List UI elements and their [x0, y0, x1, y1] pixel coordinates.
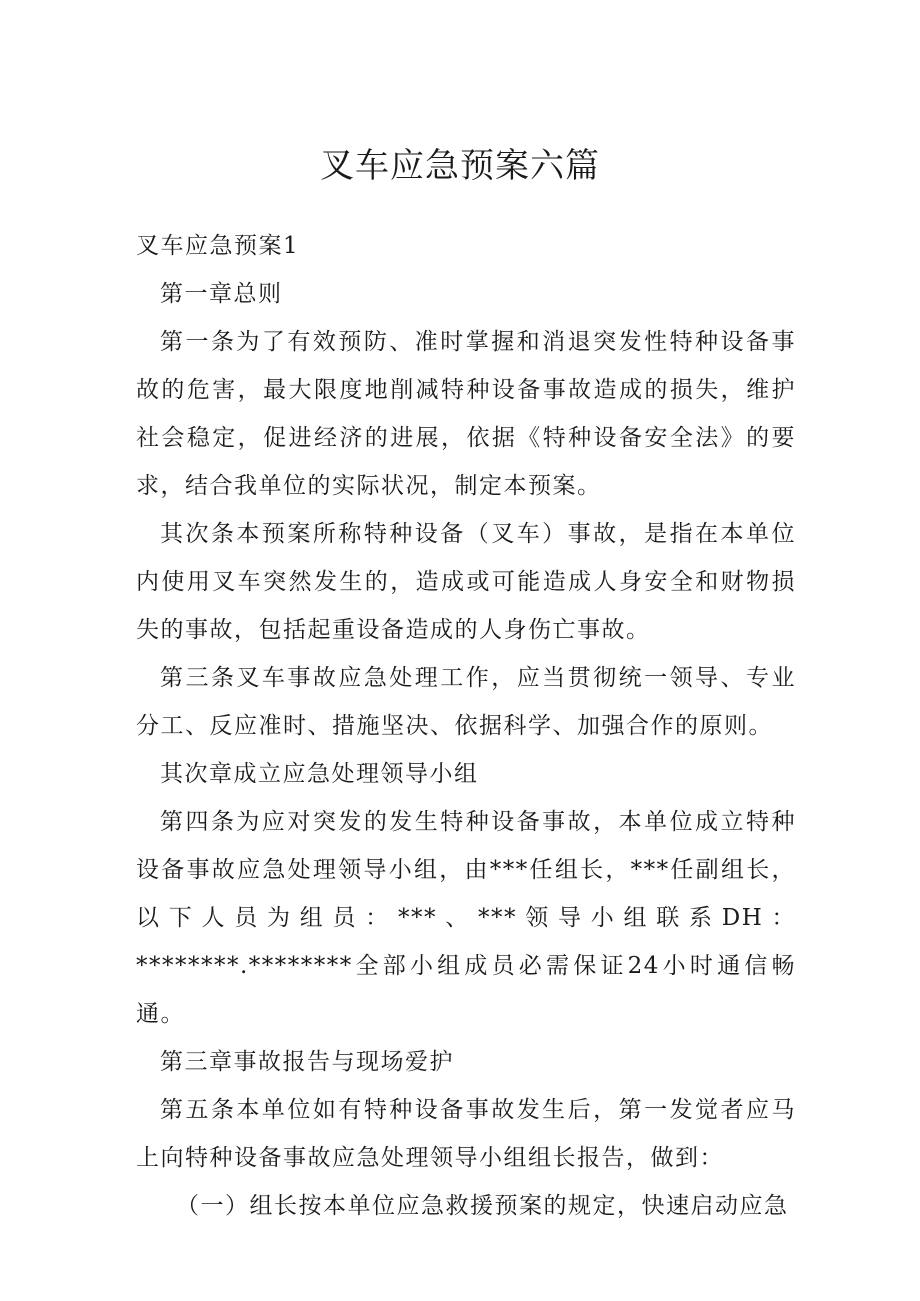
chapter-heading-1: 第一章总则 — [160, 281, 283, 307]
article-5: 第五条本单位如有特种设备事故发生后，第一发觉者应马上向特种设备事故应急处理领导小组组长报告，做到： — [136, 1097, 796, 1171]
list-item-1: （一）组长按本单位应急救援预案的规定，快速启动应急 — [176, 1193, 789, 1219]
document-body — [136, 222, 796, 1230]
article-1: 第一条为了有效预防、准时掌握和消退突发性特种设备事故的危害，最大限度地削减特种设备事故造成的损失，维护社会稳定，促进经济的进展，依据《特种设备安全法》的要求，结合我单位的实际状况，制定本预案。 — [136, 329, 796, 499]
section-heading: 叉车应急预案1 — [136, 233, 300, 259]
chapter-heading-2: 其次章成立应急处理领导小组 — [160, 761, 479, 787]
document-title: 叉车应急预案六篇 — [320, 146, 600, 186]
chapter-heading-3: 第三章事故报告与现场爱护 — [160, 1049, 454, 1075]
article-2: 其次条本预案所称特种设备（叉车）事故，是指在本单位内使用叉车突然发生的，造成或可能造成人身安全和财物损失的事故，包括起重设备造成的人身伤亡事故。 — [136, 521, 796, 643]
article-4: 第四条为应对突发的发生特种设备事故，本单位成立特种设备事故应急处理领导小组，由***任组长，***任副组长，以下人员为组员：***、***领导小组联系DH：********.********全部小组成员必需保证24小时通信畅通。 — [136, 809, 796, 1027]
article-3: 第三条叉车事故应急处理工作，应当贯彻统一领导、专业分工、反应准时、措施坚决、依据科学、加强合作的原则。 — [136, 665, 796, 739]
